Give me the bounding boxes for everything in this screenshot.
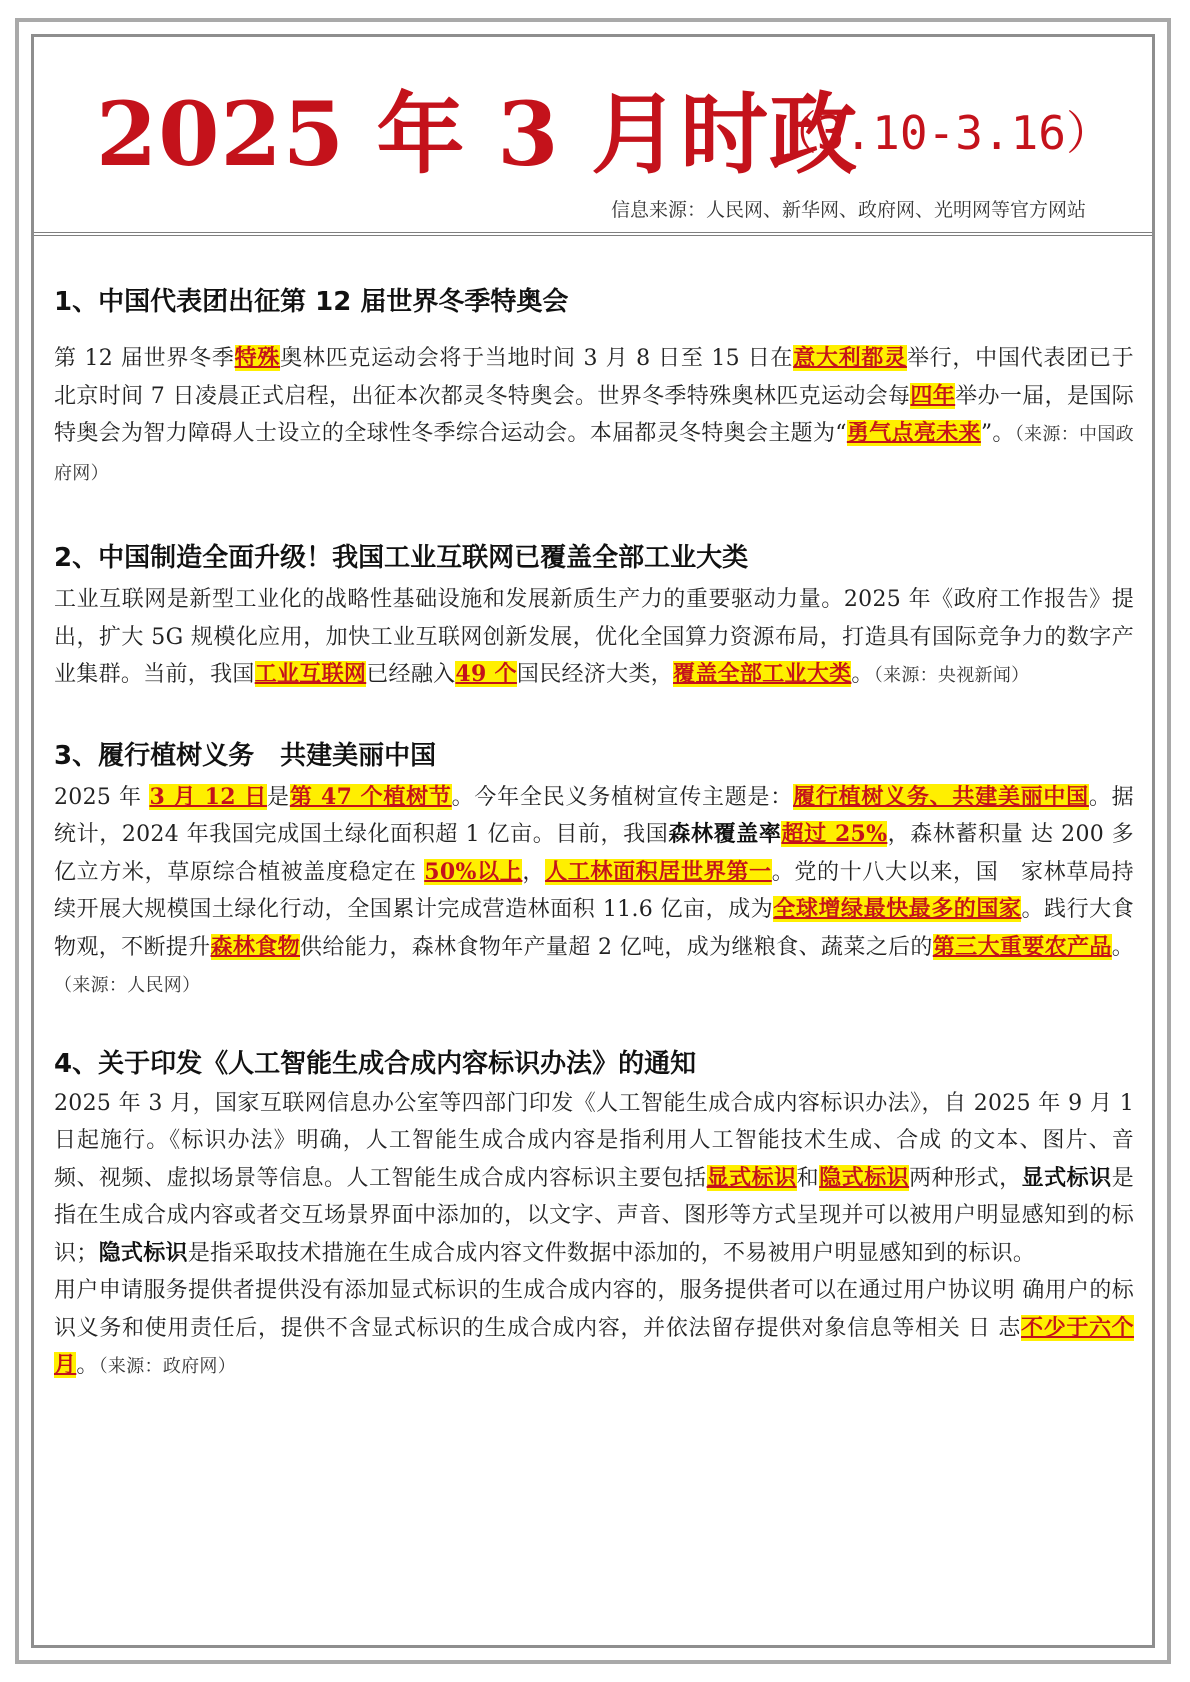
paragraph-text: 。 [1111,934,1134,960]
highlighted-keyword: 特殊 [234,345,281,371]
highlighted-keyword: 隐式标识 [819,1164,910,1191]
news-item-heading: 4、关于印发《人工智能生成合成内容标识办法》的通知 [54,1048,697,1079]
page-frame-outer [15,18,1171,1664]
source-citation: （来源：中国政府网） [54,424,1134,484]
highlighted-keyword: 人工林面积居世界第一 [545,858,772,885]
news-item-4 [54,1043,1134,1386]
news-item-heading: 3、履行植树义务 共建美丽中国 [54,740,437,771]
paragraph-text: 工业互联网是新型工业化的战略性基础设施和发展新质生产力的重要驱动力量。2025 年《政府工作报告》提出，扩大 5G 规模化应用，加快工业互联网创新发展，优化全国算力资源布局，打造具有国际竞争力的数字产业集群。当前，我国 [54,587,1134,687]
highlighted-keyword: 3 月 12 日 [149,783,268,810]
highlighted-keyword: 工业互联网 [254,661,367,687]
highlighted-keyword: 第三大重要农产品 [932,933,1112,960]
paragraph-text: 2025 年 3 月，国家互联网信息办公室等四部门印发《人工智能生成合成内容标识办法》，自 2025 年 9 月 1 日起施行。《标识办法》明确，人工智能生成合成内容是指利用人工智能技术生成、合成 的文本、图片、音频、视频、虚拟场景等信息。人工智能生成合成内容标识主要包括 [54,1090,1134,1191]
highlighted-keyword: 覆盖全部工业大类 [673,661,852,687]
paragraph-text: 和 [796,1165,820,1191]
news-item-heading: 2、中国制造全面升级！我国工业互联网已覆盖全部工业大类 [54,543,749,573]
page-frame-mid [19,22,1167,1660]
paragraph-text: 。今年全民义务植树宣传主题是： [451,784,794,810]
highlighted-keyword: 49 个 [455,661,517,687]
paragraph-text: ，森林蓄积量 达 200 多亿立方米，草原综合植被盖度稳定在 [54,822,1134,885]
source-citation: （来源：政府网） [98,1356,237,1377]
paragraph-text: 是指采取技术措施在生成合成内容文件数据中添加的，不易被用户明显感知到的标识。 [187,1240,1036,1266]
paragraph-text: 。党的十八大以来，国 家林草局持续开展大规模国土绿化行动，全国累计完成营造林面积 11.6 亿亩，成为 [54,859,1134,922]
paragraph-text: 国民经济大类， [516,662,674,687]
paragraph-text: 用户申请服务提供者提供没有添加显式标识的生成合成内容的，服务提供者可以在通过用户协议明 确用户的标识义务和使用责任后，提供不含显式标识的生成合成内容，并依法留存提供对象信息等相关 日 志 [54,1278,1134,1341]
paragraph-text: 。 [851,662,874,687]
highlighted-keyword: 全球增绿最快最多的国家 [773,896,1022,922]
paragraph-text: 是指在生成合成内容或者交互场景界面中添加的，以文字、声音、图形等方式呈现并可以被用户明显感知到的标识； [54,1165,1134,1266]
highlighted-keyword: 显式标识 [706,1164,797,1191]
news-item-heading: 1、中国代表团出征第 12 届世界冬季特奥会 [54,287,569,317]
highlighted-keyword: 不少于六个月 [54,1314,1134,1378]
paragraph-text: 第 12 届世界冬季 [54,346,235,371]
paragraph-text: 2025 年 [54,784,150,810]
source-citation: （来源：人民网） [54,975,201,996]
highlighted-keyword: 意大利都灵 [793,345,907,371]
highlighted-keyword: 四年 [910,382,956,409]
bold-keyword: 隐式标识 [98,1239,188,1266]
news-item-2 [54,537,1134,695]
news-item-paragraph [54,1272,1134,1386]
news-item-paragraph [54,779,1134,1005]
page-header [34,37,1152,236]
news-item-paragraph [54,340,1134,492]
sources-line: 信息来源：人民网、新华网、政府网、光明网等官方网站 [610,199,1086,221]
paragraph-text: 举办一届，是国际特奥会为智力障碍人士设立的全球性冬季综合运动会。本届都灵冬特奥会主题为“ [54,383,1134,446]
news-item-paragraph [54,581,1134,695]
news-item-paragraph [54,1085,1134,1273]
paragraph-text: 奥林匹克运动会将于当地时间 3 月 8 日至 15 日在 [280,346,794,371]
source-citation: （来源：央视新闻） [873,665,1030,686]
highlighted-keyword: 森林食物 [210,933,300,960]
highlighted-keyword: 履行植树义务、共建美丽中国 [793,783,1089,810]
paragraph-text: 。践行大食物观，不断提升 [54,897,1134,960]
paragraph-text: 供给能力，森林食物年产量超 2 亿吨，成为继粮食、蔬菜之后的 [300,934,933,960]
highlighted-keyword: 勇气点亮未来 [846,420,981,446]
news-item-3 [54,735,1134,1005]
highlighted-keyword: 50%以上 [424,858,523,885]
paragraph-text: 举行，中国代表团已于北京时间 7 日凌晨正式启程，出征本次都灵冬特奥会。世界冬季特殊奥林匹克运动会每 [54,346,1134,409]
news-item-1 [54,281,1134,492]
highlighted-keyword: 超过 25% [781,821,888,847]
content-body [54,259,1134,1386]
paragraph-text: 两种形式， [909,1165,1022,1191]
paragraph-text: ， [522,859,546,885]
page-frame-inner [31,34,1155,1648]
date-range: （3.10-3.16） [770,106,1112,160]
bold-keyword: 显式标识 [1021,1164,1112,1191]
paragraph-text: ”。 [980,421,1015,446]
paragraph-text: 已经融入 [366,662,456,687]
paragraph-text: 。 [76,1353,99,1378]
paragraph-text: 是 [267,784,290,810]
paragraph-text: 。据统计，2024 年我国完成国土绿化面积超 1 亿亩。目前，我国 [54,784,1134,847]
page-title: 2025 年 3 月时政 [96,82,859,186]
highlighted-keyword: 第 47 个植树节 [289,783,452,810]
bold-keyword: 森林覆盖率 [668,821,782,847]
